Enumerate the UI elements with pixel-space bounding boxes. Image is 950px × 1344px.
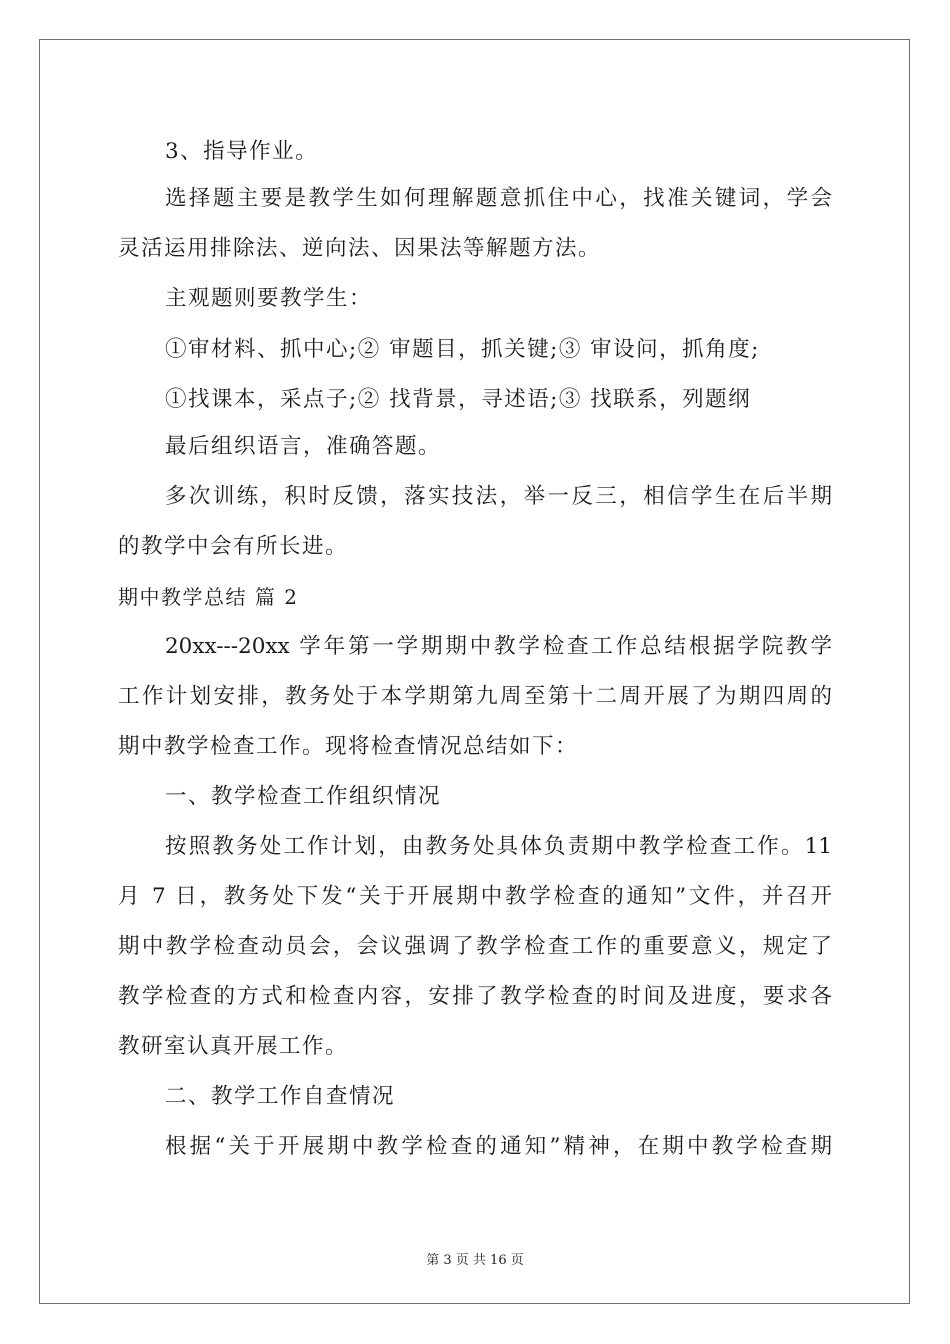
page-border	[39, 39, 910, 1304]
text-line: 多次训练，积时反馈，落实技法，举一反三，相信学生在后半期	[165, 484, 832, 509]
page-number-footer: 第 3 页 共 16 页	[426, 1253, 524, 1268]
text-line: 20xx---20xx 学年第一学期期中教学检查工作总结根据学院教学	[165, 634, 832, 659]
text-line: 期中教学检查动员会，会议强调了教学检查工作的重要意义，规定了	[118, 934, 832, 959]
text-line: ①审材料、抓中心;② 审题目，抓关键;③ 审设问，抓角度;	[165, 337, 760, 362]
subsection-heading: 一、教学检查工作组织情况	[165, 784, 442, 809]
text-line: 期中教学检查工作。现将检查情况总结如下：	[118, 734, 579, 759]
text-line: 教学检查的方式和检查内容，安排了教学检查的时间及进度，要求各	[118, 984, 832, 1009]
text-line: 选择题主要是教学生如何理解题意抓住中心，找准关键词，学会	[165, 186, 832, 211]
text-line: 最后组织语言，准确答题。	[165, 434, 442, 459]
text-line: 教研室认真开展工作。	[118, 1034, 349, 1059]
text-line: 月 7 日，教务处下发“关于开展期中教学检查的通知”文件，并召开	[118, 884, 832, 909]
text-line: 工作计划安排，教务处于本学期第九周至第十二周开展了为期四周的	[118, 684, 832, 709]
text-line: 的教学中会有所长进。	[118, 534, 349, 559]
subsection-heading: 二、教学工作自查情况	[165, 1084, 396, 1109]
text-line: ①找课本，采点子;② 找背景，寻述语;③ 找联系，列题纲	[165, 387, 752, 412]
text-line: 3、指导作业。	[165, 139, 319, 164]
text-line: 主观题则要教学生：	[165, 286, 373, 311]
section-heading: 期中教学总结 篇 2	[118, 585, 299, 609]
text-line: 根据“关于开展期中教学检查的通知”精神，在期中教学检查期	[165, 1134, 832, 1159]
text-line: 按照教务处工作计划，由教务处具体负责期中教学检查工作。11	[165, 834, 832, 859]
text-line: 灵活运用排除法、逆向法、因果法等解题方法。	[118, 236, 602, 261]
